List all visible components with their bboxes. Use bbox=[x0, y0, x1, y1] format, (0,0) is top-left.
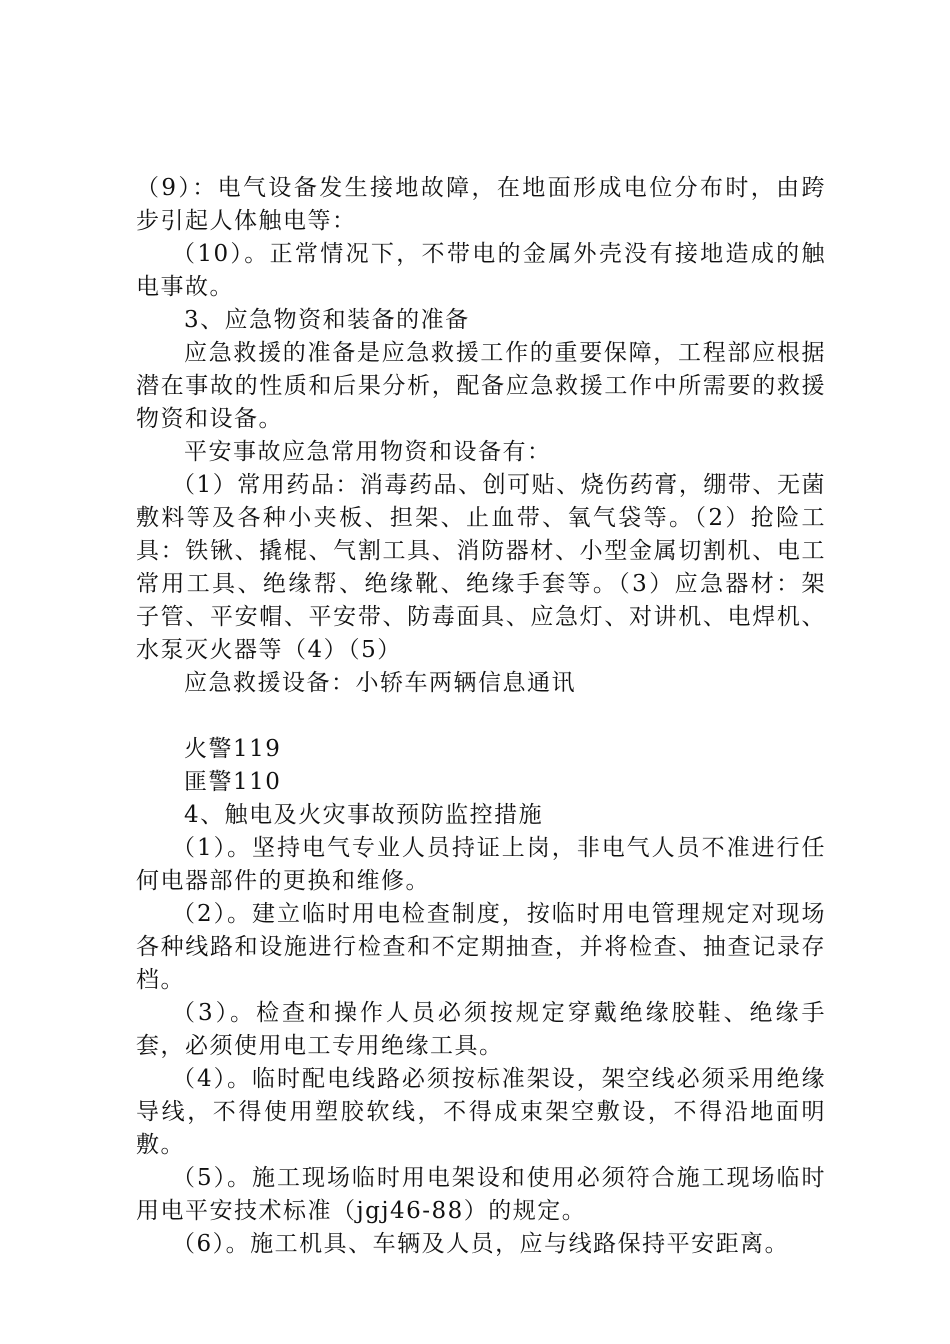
paragraph-10: （10）。正常情况下，不带电的金属外壳没有接地造成的触电事故。 bbox=[136, 241, 826, 300]
measure-5: （5）。施工现场临时用电架设和使用必须符合施工现场临时用电平安技术标准（jgj46-88）的规定。 bbox=[136, 1165, 826, 1224]
paragraph-preparation: 应急救援的准备是应急救援工作的重要保障，工程部应根据潜在事故的性质和后果分析，配备应急救援工作中所需要的救援物资和设备。 bbox=[136, 340, 826, 432]
paragraph-equipment: 应急救援设备：小轿车两辆信息通讯 bbox=[184, 670, 576, 696]
measure-6: （6）。施工机具、车辆及人员，应与线路保持平安距离。 bbox=[172, 1231, 790, 1257]
paragraph-materials-intro: 平安事故应急常用物资和设备有： bbox=[184, 439, 552, 465]
section-heading-3: 3、应急物资和装备的准备 bbox=[184, 307, 470, 333]
measure-2: （2）。建立临时用电检查制度，按临时用电管理规定对现场各种线路和设施进行检查和不定期抽查，并将检查、抽查记录存档。 bbox=[136, 901, 826, 993]
blank-line bbox=[136, 700, 826, 733]
measure-4: （4）。临时配电线路必须按标准架设，架空线必须采用绝缘导线，不得使用塑胶软线，不得成束架空敷设，不得沿地面明敷。 bbox=[136, 1066, 826, 1158]
police-number: 匪警110 bbox=[184, 769, 282, 795]
measure-3: （3）。检查和操作人员必须按规定穿戴绝缘胶鞋、绝缘手套，必须使用电工专用绝缘工具。 bbox=[136, 1000, 826, 1059]
paragraph-9: （9）：电气设备发生接地故障，在地面形成电位分布时，由跨步引起人体触电等： bbox=[136, 175, 826, 234]
section-heading-4: 4、触电及火灾事故预防监控措施 bbox=[184, 802, 544, 828]
document-body bbox=[136, 172, 826, 1261]
measure-1: （1）。坚持电气专业人员持证上岗，非电气人员不准进行任何电器部件的更换和维修。 bbox=[136, 835, 826, 894]
paragraph-materials-list: （1）常用药品：消毒药品、创可贴、烧伤药膏，绷带、无菌敷料等及各种小夹板、担架、止血带、氧气袋等。（2）抢险工具：铁锹、撬棍、气割工具、消防器材、小型金属切割机、电工常用工具、绝缘帮、绝缘靴、绝缘手套等。（3）应急器材：架子管、平安帽、平安带、防毒面具、应急灯、对讲机、电焊机、水泵灭火器等（4）（5） bbox=[136, 472, 826, 663]
fire-alarm-number: 火警119 bbox=[184, 736, 282, 762]
